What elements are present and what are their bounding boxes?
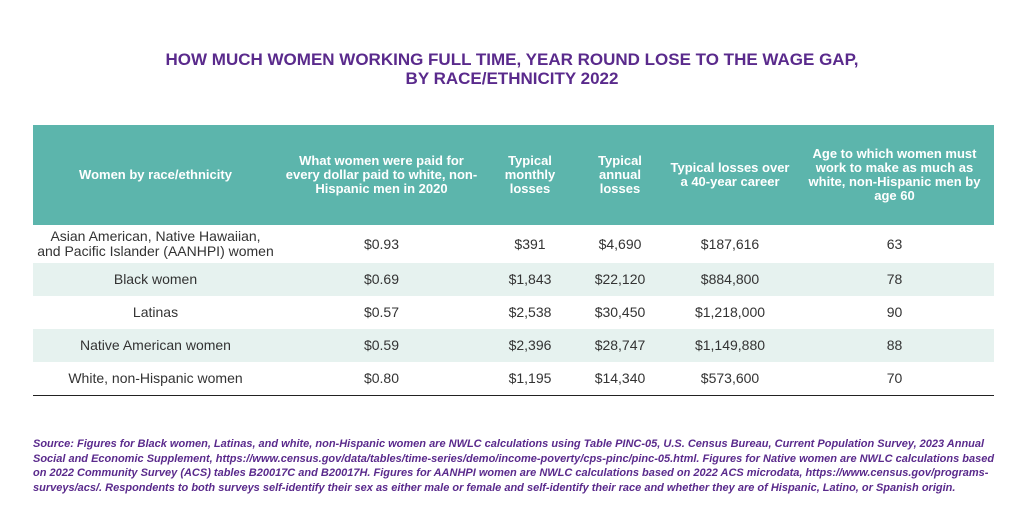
cell-monthly-loss: $1,843: [485, 263, 575, 296]
cell-annual-loss: $14,340: [575, 362, 665, 395]
header-annual-losses: Typical annual losses: [575, 125, 665, 225]
header-pay-ratio: What women were paid for every dollar paid to white, non-Hispanic men in 2020: [278, 125, 485, 225]
table-header-row: [33, 125, 994, 225]
cell-monthly-loss: $391: [514, 235, 546, 252]
table-row: [33, 296, 994, 329]
cell-career-loss: $1,149,880: [665, 329, 795, 362]
cell-pay-ratio: $0.93: [363, 235, 400, 252]
cell-annual-loss: $22,120: [575, 263, 665, 296]
cell-annual-loss: $28,747: [575, 329, 665, 362]
cell-age: 88: [795, 329, 994, 362]
cell-group: Native American women: [33, 329, 278, 362]
cell-pay-ratio: $0.80: [278, 362, 485, 395]
cell-group: White, non-Hispanic women: [33, 362, 278, 395]
table-row: [33, 263, 994, 296]
cell-group: Asian American, Native Hawaiian, and Pacific Islander (AANHPI) women: [37, 228, 274, 259]
cell-career-loss: $884,800: [665, 263, 795, 296]
cell-age: 78: [795, 263, 994, 296]
cell-pay-ratio: $0.57: [363, 304, 400, 320]
source-note: Source: Figures for Black women, Latinas, and white, non-Hispanic women are NWLC calculations using Table PINC-05, U.S. Census Bureau, Current Population Survey, 2023 Annual Social and Economic Supplement, https://www.census.gov/data/tables/time-series/demo/income-poverty/cps-pinc/pinc-05.html. Figures for Native women are NWLC calculations based on 2022 Community Survey (ACS) tables B20017C and B20017H. Figures for AANHPI women are NWLC calculations based on 2022 ACS microdata, https://www.census.gov/programs-surveys/acs/. Respondents to both surveys self-identify their sex as either male or female and self-identify their race and whether they are of Hispanic, Latino, or Spanish origin.: [33, 438, 995, 494]
cell-career-loss: $573,600: [665, 362, 795, 395]
cell-annual-loss: $4,690: [598, 235, 642, 252]
cell-pay-ratio: $0.69: [278, 263, 485, 296]
page-title: [0, 50, 1024, 88]
cell-monthly-loss: $2,538: [508, 304, 552, 320]
cell-career-loss: $187,616: [700, 235, 760, 252]
cell-monthly-loss: $2,396: [485, 329, 575, 362]
header-race-ethnicity: Women by race/ethnicity: [33, 125, 278, 225]
header-age-to-match: Age to which women must work to make as much as white, non-Hispanic men by age 60: [795, 125, 994, 225]
title-line-1: HOW MUCH WOMEN WORKING FULL TIME, YEAR ROUND LOSE TO THE WAGE GAP,: [165, 50, 859, 69]
cell-age: 70: [795, 362, 994, 395]
cell-career-loss: $1,218,000: [694, 304, 766, 320]
cell-group: Black women: [33, 263, 278, 296]
cell-group: Latinas: [132, 304, 179, 320]
table-row: [33, 225, 994, 263]
cell-pay-ratio: $0.59: [278, 329, 485, 362]
table-row: [33, 329, 994, 362]
cell-age: 90: [886, 304, 903, 320]
cell-age: 63: [886, 235, 903, 252]
header-monthly-losses: Typical monthly losses: [485, 125, 575, 225]
title-line-2: BY RACE/ETHNICITY 2022: [405, 69, 619, 88]
cell-annual-loss: $30,450: [594, 304, 646, 320]
cell-monthly-loss: $1,195: [485, 362, 575, 395]
wage-gap-table: [33, 125, 994, 396]
header-career-losses: Typical losses over a 40-year career: [665, 125, 795, 225]
table-row: [33, 362, 994, 395]
